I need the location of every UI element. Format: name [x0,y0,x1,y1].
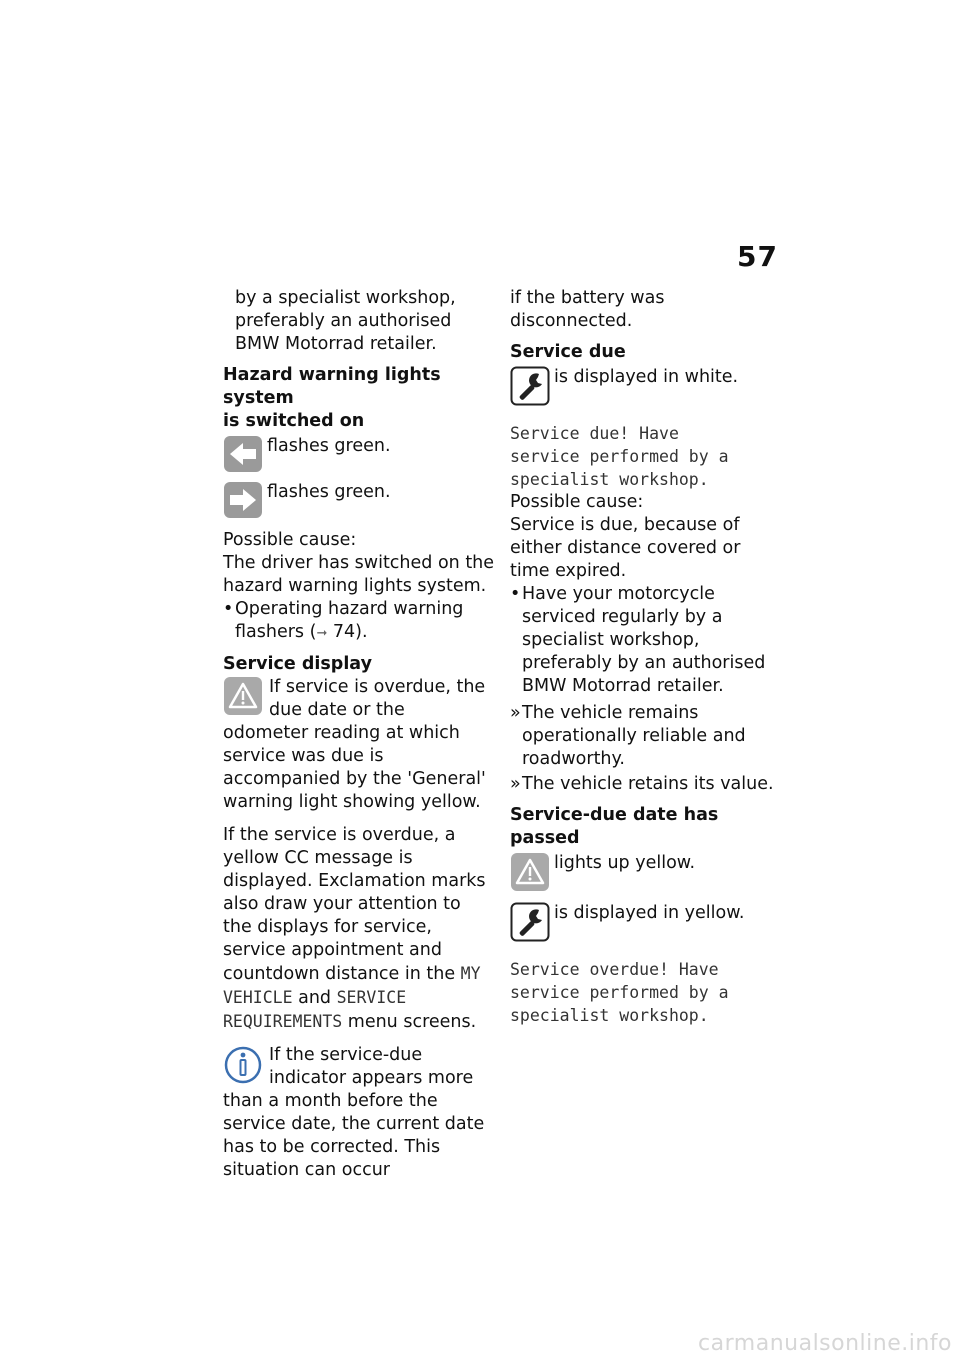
hazard-bullet [223,598,495,645]
service-overdue-text-2: menu screens. [342,1012,477,1032]
left-column [223,287,495,1182]
service-overdue-warning-text: lights up yellow. [554,853,696,873]
wrench-icon [510,902,554,942]
battery-continuation: if the battery was disconnected. [510,288,665,331]
service-overdue-paragraph [223,824,495,1034]
hazard-cause-text: The driver has switched on the hazard warning lights system. [223,553,495,596]
service-due-message [510,422,782,491]
hazard-cause-label: Possible cause: [223,530,357,550]
service-info-text: If the service-due indicator appears more than a month before the service date, the current date has to be corrected. This situation can occur [223,1045,485,1180]
intro-continuation [223,287,495,356]
right-indicator-row [223,481,495,519]
hazard-bullet-ref-page: 74). [327,622,368,642]
service-display-warning-text: If service is overdue, the due date or the odometer reading at which service was due is accompanied by the 'General' warning light showing yellow. [223,677,486,812]
intro-line: BMW Motorrad retailer. [235,334,437,354]
service-overdue-message [510,958,782,1027]
and-word: and [292,988,337,1008]
service-display-heading: Service display [223,654,372,674]
page-reference-arrow-icon: ➞ [316,626,328,641]
service-overdue-wrench-text: is displayed in yellow. [554,903,745,923]
service-due-icon-row [510,366,782,406]
menu-service-requirements: SERVICE REQUIREMENTS [223,988,407,1031]
intro-line: by a specialist workshop, [235,288,456,308]
hazard-heading-line1: Hazard warning lights system [223,365,441,408]
service-due-icon-text: is displayed in white. [554,367,739,387]
service-due-heading: Service due [510,342,626,362]
service-due-cause-label: Possible cause: [510,492,644,512]
message-line: specialist workshop. [510,1006,709,1025]
service-due-result-1: » The vehicle remains operationally reliable and roadworthy. [510,702,782,771]
service-overdue-warning-row [510,852,782,892]
message-line: service performed by a [510,983,729,1002]
service-info-note [223,1044,495,1182]
service-overdue-text-1: If the service is overdue, a yellow CC message is displayed. Exclamation marks also draw your attention to the displays for service, service appointment and countdown distance in the [223,825,486,984]
hazard-heading-line2: is switched on [223,411,365,431]
left-indicator-row [223,435,495,473]
service-overdue-wrench-row [510,902,782,942]
left-indicator-text: flashes green. [267,436,391,456]
intro-line: preferably an authorised [235,311,452,331]
service-due-result-2: » The vehicle retains its value. [510,773,782,796]
info-icon [223,1044,267,1090]
hazard-bullet-text: Operating hazard warning flashers ( [235,599,464,642]
right-column [510,287,782,1027]
left-arrow-icon [223,435,267,473]
message-line: Service overdue! Have [510,960,719,979]
service-overdue-heading: Service-due date has passed [510,805,719,848]
message-line: service performed by a [510,447,729,466]
right-arrow-icon [223,481,267,519]
right-indicator-text: flashes green. [267,482,391,502]
general-warning-icon [510,852,554,892]
page-number: 57 [737,240,778,273]
wrench-icon [510,366,554,406]
service-due-cause-text: Service is due, because of either distance covered or time expired. [510,515,741,581]
hazard-heading [223,364,495,433]
footer-watermark: carmanualsonline.info [698,1331,952,1356]
message-line: specialist workshop. [510,470,709,489]
service-display-warning [223,676,495,814]
message-line: Service due! Have [510,424,679,443]
service-due-bullet: • Have your motorcycle serviced regularly by a specialist workshop, preferably by an authorised BMW Motorrad retailer. [510,583,782,698]
general-warning-icon [223,676,267,722]
menu-my-vehicle: MY VEHICLE [223,964,481,1007]
